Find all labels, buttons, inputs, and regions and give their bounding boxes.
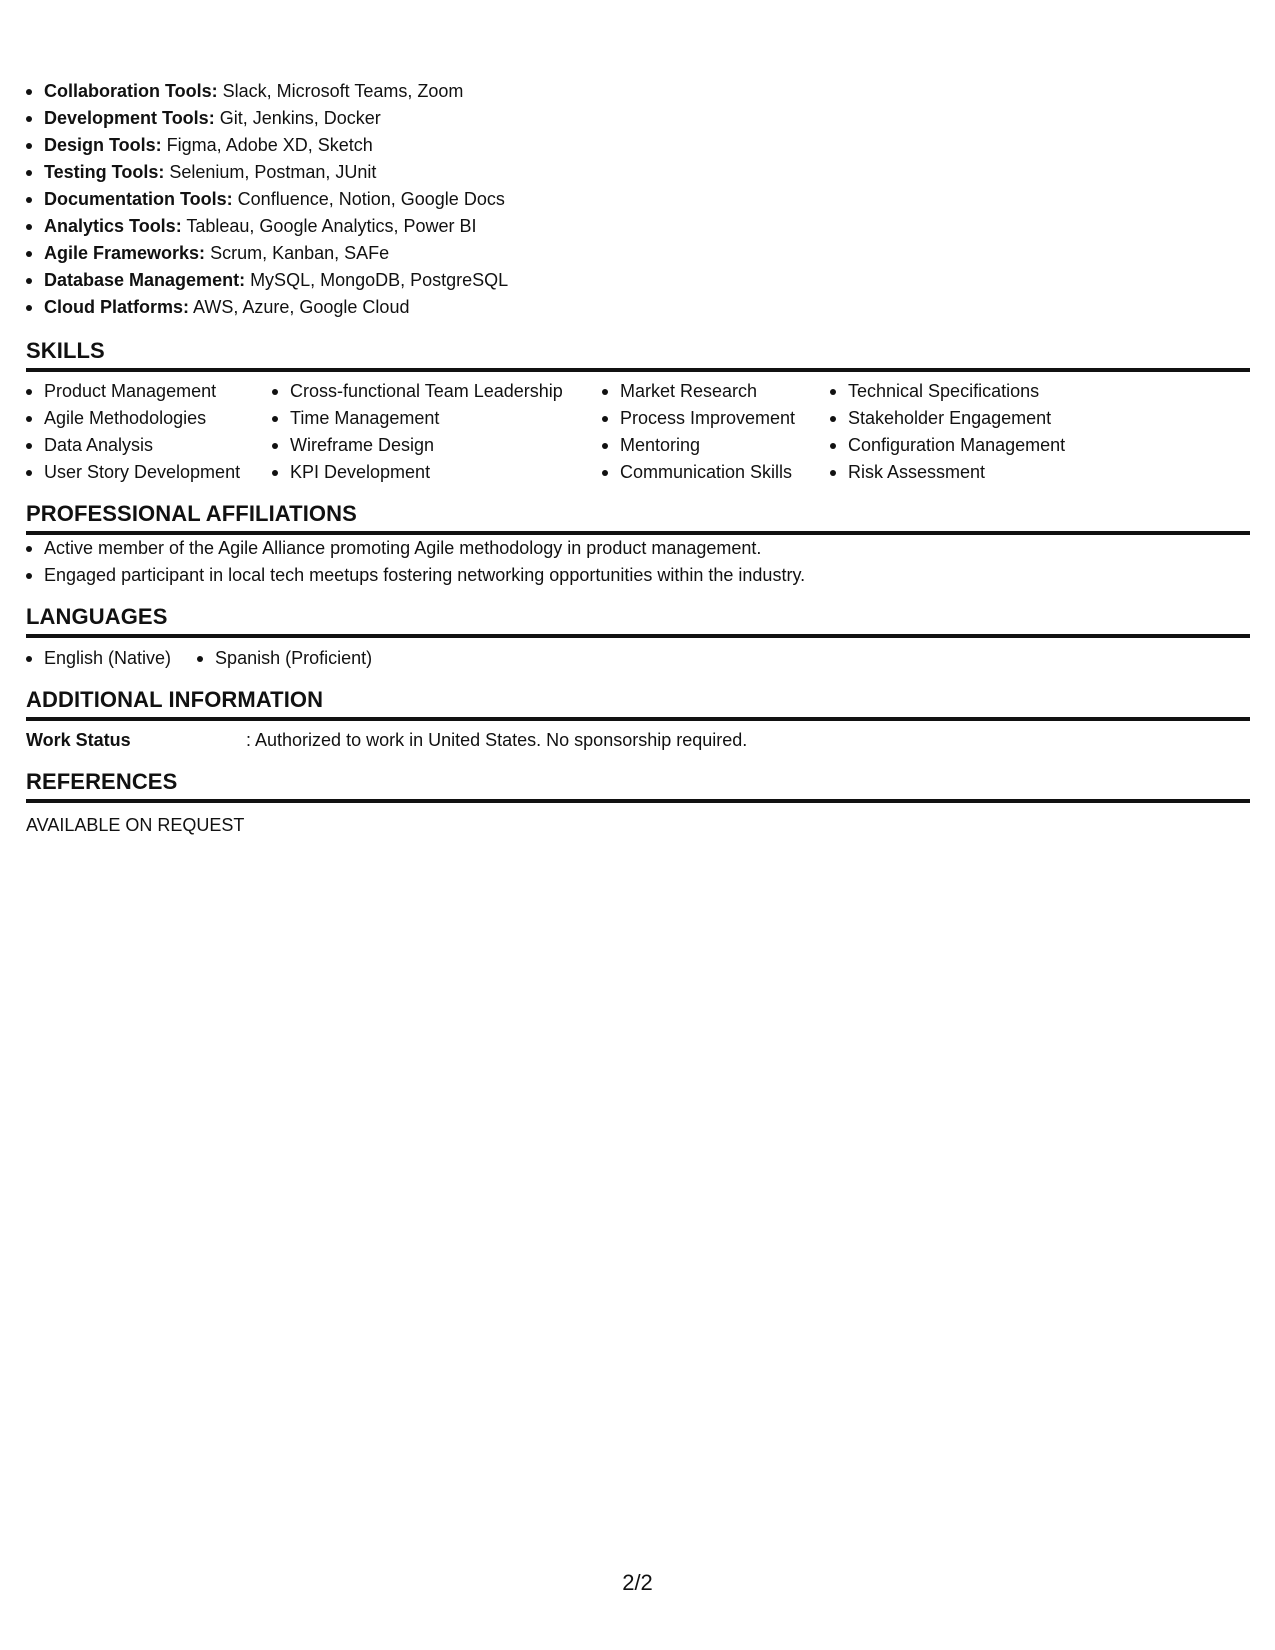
skill-item: Communication Skills [602,459,830,486]
skill-item: Configuration Management [830,432,1090,459]
skill-item: Risk Assessment [830,459,1090,486]
tool-item [26,294,1250,321]
skill-item: Time Management [272,405,602,432]
tool-value: Confluence, Notion, Google Docs [232,189,505,209]
references-heading: REFERENCES [26,769,1250,803]
tool-item [26,240,1250,267]
languages-heading: LANGUAGES [26,604,1250,638]
tool-value: MySQL, MongoDB, PostgreSQL [245,270,509,290]
skills-column [830,378,1090,486]
affiliation-item: Engaged participant in local tech meetups fostering networking opportunities within the industry. [26,562,1250,589]
tool-label: Testing Tools: [44,162,165,182]
skill-item: Product Management [26,378,272,405]
work-status-row [26,727,1250,754]
tool-label: Documentation Tools: [44,189,233,209]
tool-value: Selenium, Postman, JUnit [164,162,377,182]
tool-item [26,159,1250,186]
skill-item: Cross-functional Team Leadership [272,378,602,405]
resume-page [26,78,1250,839]
tool-value: Figma, Adobe XD, Sketch [161,135,373,155]
skill-item: Mentoring [602,432,830,459]
tool-label: Analytics Tools: [44,216,182,236]
skill-item: Stakeholder Engagement [830,405,1090,432]
tool-value: Scrum, Kanban, SAFe [205,243,390,263]
tool-label: Design Tools: [44,135,162,155]
tool-item [26,78,1250,105]
work-status-label: Work Status [26,730,131,750]
skills-column [272,378,602,486]
tool-value: Git, Jenkins, Docker [214,108,381,128]
work-status-value: : Authorized to work in United States. No sponsorship required. [246,730,748,750]
skill-item: Agile Methodologies [26,405,272,432]
language-item: Spanish (Proficient) [197,645,372,672]
skill-item: Market Research [602,378,830,405]
skills-heading: SKILLS [26,338,1250,372]
languages-row [26,645,1250,672]
tool-value: Tableau, Google Analytics, Power BI [181,216,477,236]
tool-value: AWS, Azure, Google Cloud [189,297,410,317]
affiliations-list [26,535,1250,589]
tool-item [26,105,1250,132]
skill-item: KPI Development [272,459,602,486]
tool-item [26,132,1250,159]
affiliation-item: Active member of the Agile Alliance promoting Agile methodology in product management. [26,535,1250,562]
skill-item: Data Analysis [26,432,272,459]
languages-column [197,645,372,672]
language-item: English (Native) [26,645,171,672]
page-number: 2/2 [622,1570,653,1595]
languages-column [26,645,171,672]
tool-label: Development Tools: [44,108,215,128]
skills-column [26,378,272,486]
references-text: AVAILABLE ON REQUEST [26,815,245,835]
tool-label: Agile Frameworks: [44,243,206,263]
skills-grid [26,378,1250,486]
skill-item: Process Improvement [602,405,830,432]
additional-info-heading: ADDITIONAL INFORMATION [26,687,1250,721]
skill-item: Wireframe Design [272,432,602,459]
affiliations-heading: PROFESSIONAL AFFILIATIONS [26,501,1250,535]
skill-item: Technical Specifications [830,378,1090,405]
tool-item [26,186,1250,213]
tools-list [26,78,1250,321]
tool-item [26,213,1250,240]
tool-value: Slack, Microsoft Teams, Zoom [217,81,464,101]
tool-label: Database Management: [44,270,246,290]
tool-label: Collaboration Tools: [44,81,218,101]
tool-item [26,267,1250,294]
tool-label: Cloud Platforms: [44,297,190,317]
skills-column [602,378,830,486]
skill-item: User Story Development [26,459,272,486]
